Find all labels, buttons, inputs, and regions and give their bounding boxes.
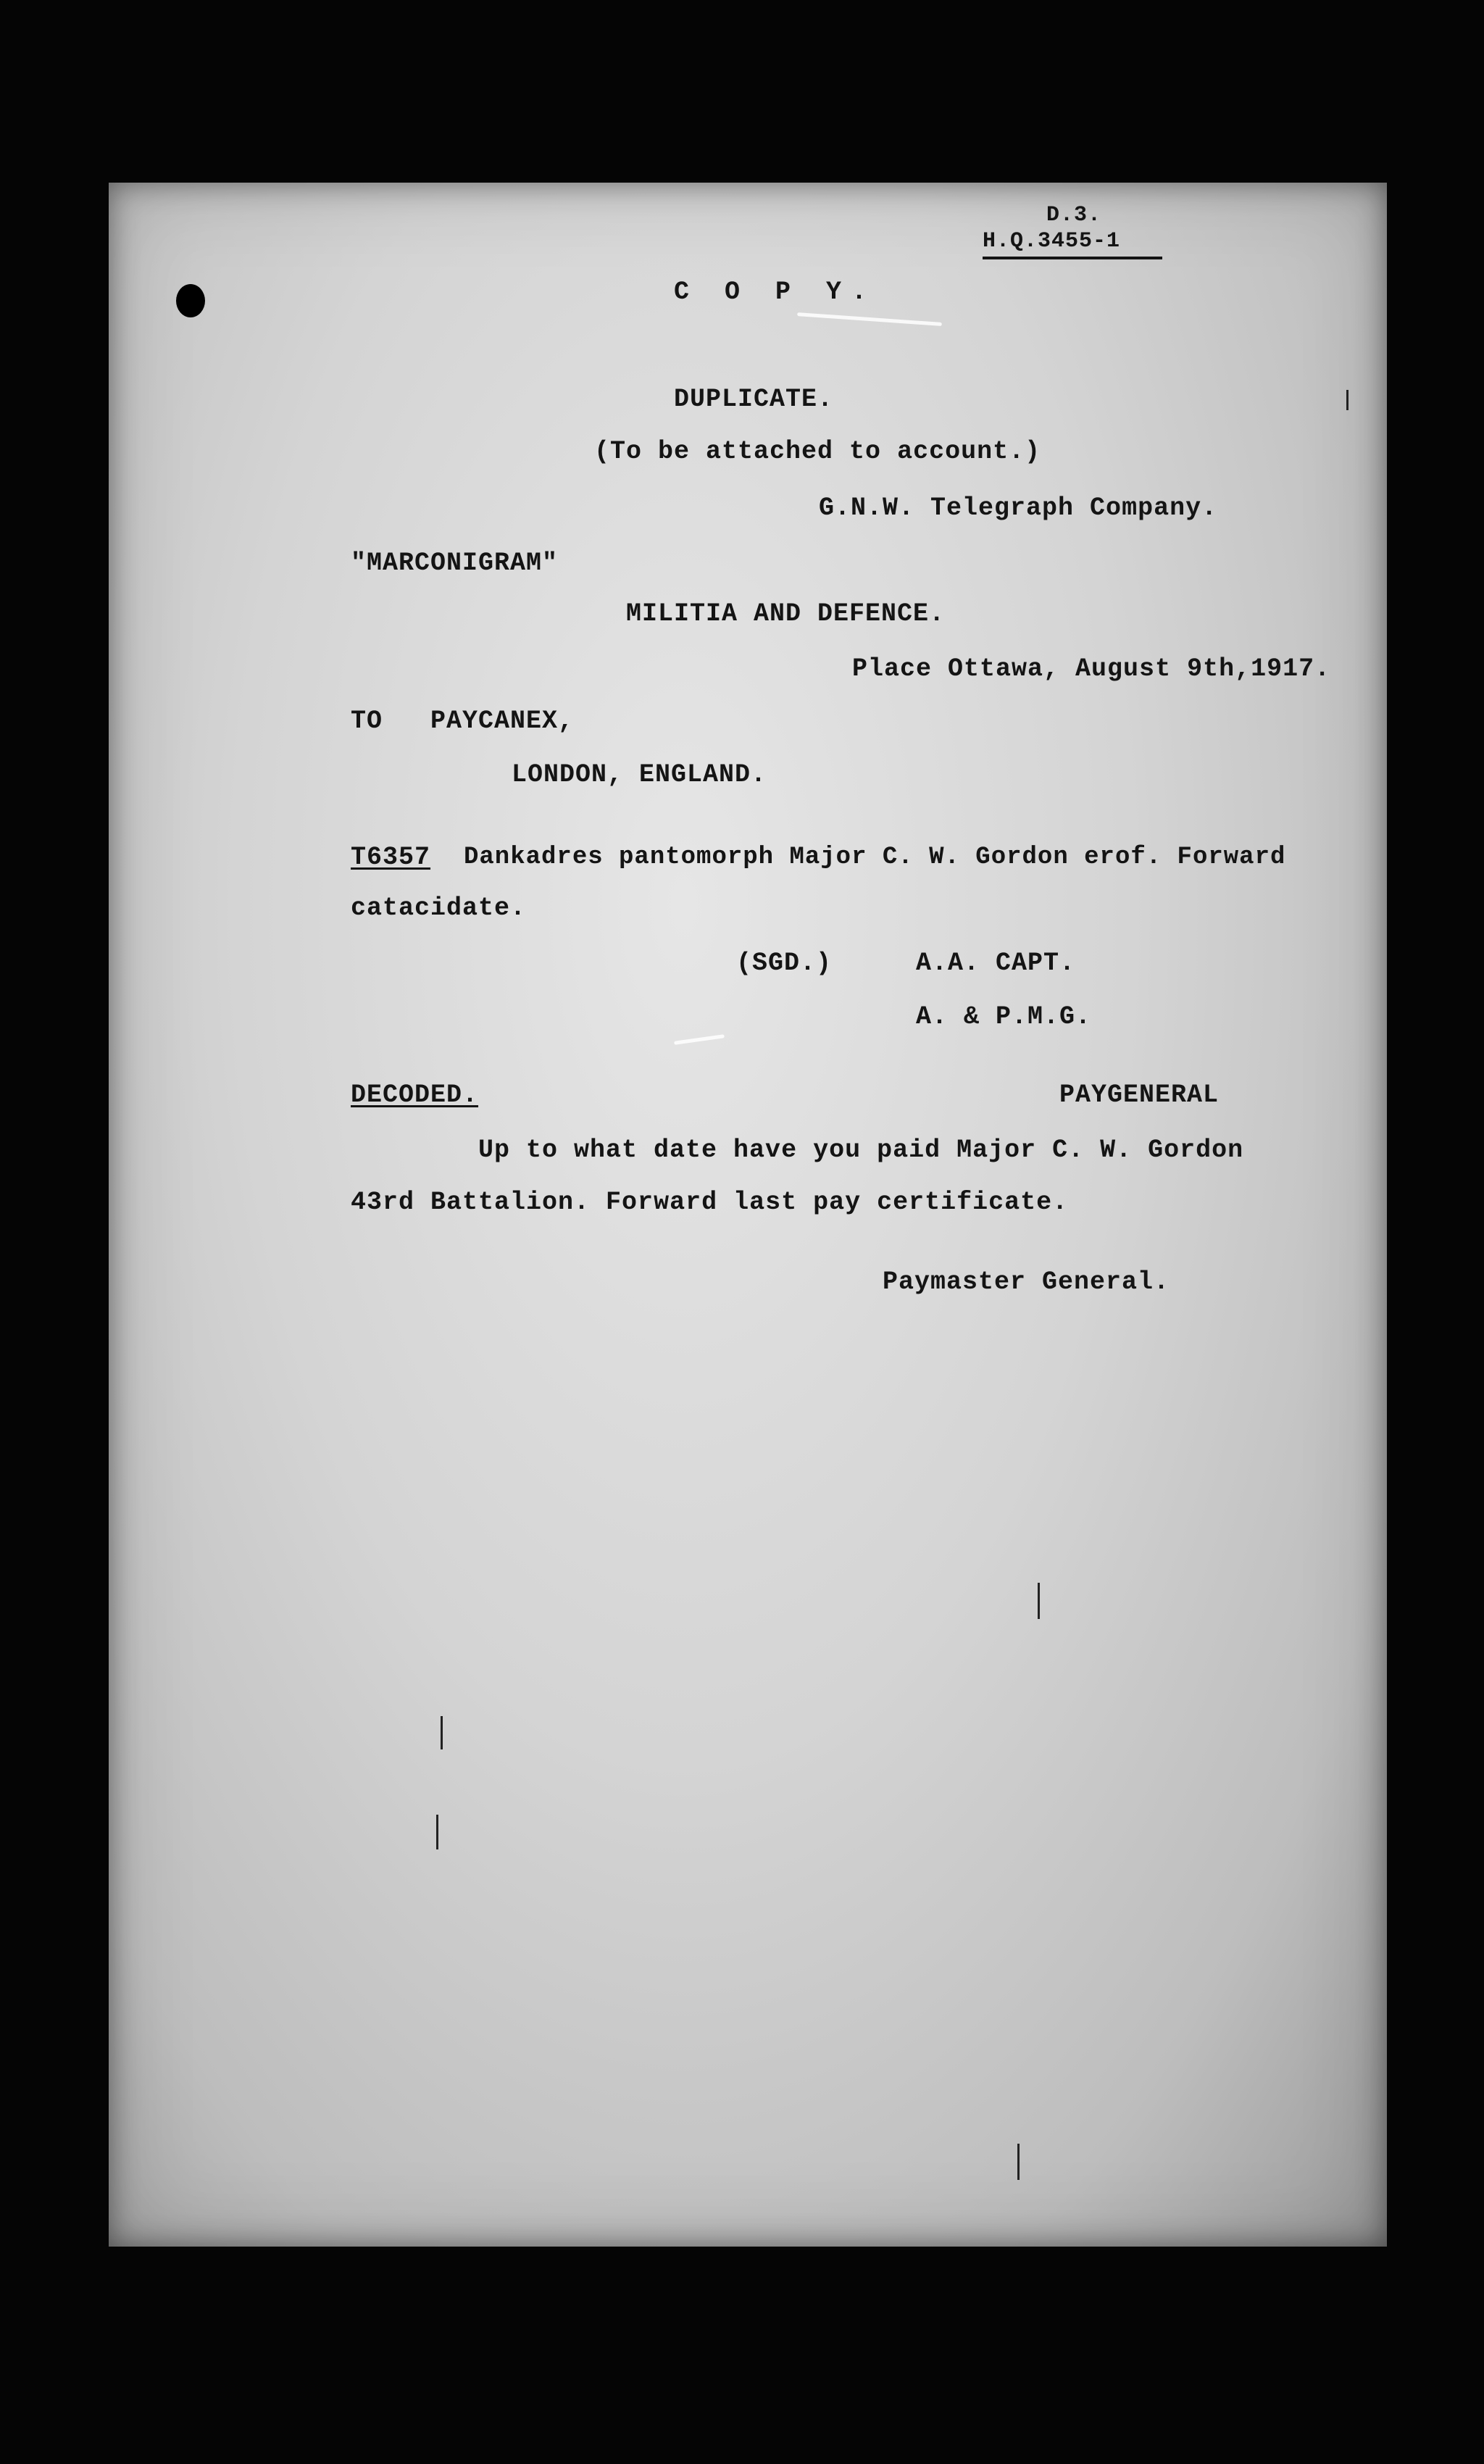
punch-hole	[176, 284, 205, 317]
to-name: PAYCANEX,	[430, 707, 575, 736]
decoded-line-2: 43rd Battalion. Forward last pay certificate.	[351, 1188, 1069, 1217]
decoded-address: PAYGENERAL	[1059, 1081, 1220, 1110]
decoded-line-1: Up to what date have you paid Major C. W. Gordon	[478, 1136, 1244, 1165]
attach-note: (To be attached to account.)	[594, 437, 1041, 466]
stray-mark	[1038, 1583, 1040, 1619]
stray-mark	[436, 1815, 438, 1849]
copy-label: C O P Y.	[674, 278, 878, 307]
company-name: G.N.W. Telegraph Company.	[819, 494, 1218, 523]
signed-title: A. & P.M.G.	[916, 1002, 1092, 1031]
stray-mark	[1346, 390, 1348, 410]
message-line-1: Dankadres pantomorph Major C. W. Gordon erof. Forward	[464, 844, 1286, 871]
ref-code-top: D.3.	[1046, 203, 1102, 228]
place-date: Place Ottawa, August 9th,1917.	[852, 654, 1331, 683]
department-label: MILITIA AND DEFENCE.	[626, 599, 946, 628]
stray-mark	[441, 1716, 443, 1749]
signed-label: (SGD.)	[736, 949, 833, 978]
duplicate-label: DUPLICATE.	[674, 385, 834, 414]
ref-code-file: H.Q.3455-1	[983, 229, 1121, 254]
marconigram-label: "MARCONIGRAM"	[351, 549, 559, 578]
signed-name: A.A. CAPT.	[916, 949, 1076, 978]
decoded-sign: Paymaster General.	[883, 1268, 1170, 1296]
stray-mark	[1017, 2144, 1020, 2180]
to-label: TO	[351, 707, 383, 736]
message-line-2: catacidate.	[351, 894, 527, 923]
decoded-label: DECODED.	[351, 1081, 479, 1110]
message-code: T6357	[351, 843, 431, 872]
ref-underline	[983, 257, 1162, 259]
to-location: LONDON, ENGLAND.	[512, 760, 767, 789]
